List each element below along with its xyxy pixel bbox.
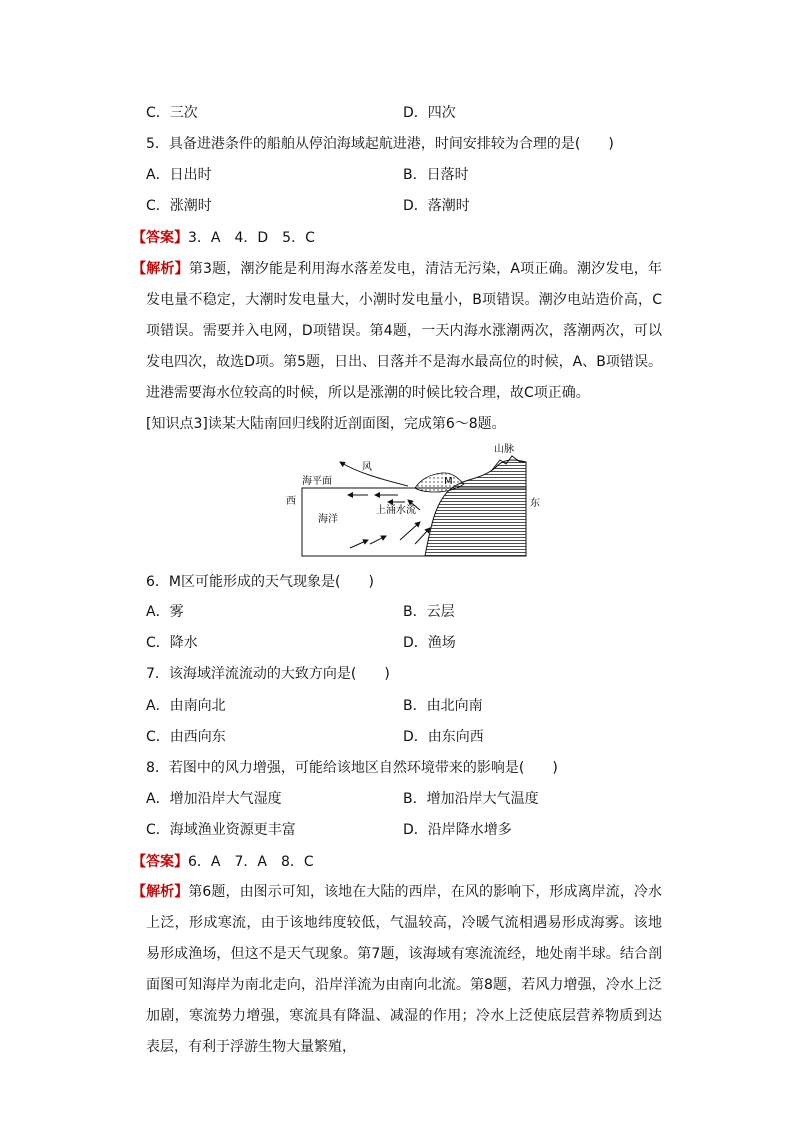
q6-option-d: D．渔场: [403, 635, 456, 651]
q6-stem: 6．M区可能形成的天气现象是( ): [146, 574, 374, 590]
q5-option-b: B．日落时: [403, 167, 469, 183]
answer-1: [132, 228, 315, 248]
knowledge-point: [知识点3]读某大陆南回归线附近剖面图，完成第6～8题。: [146, 416, 506, 432]
answer-text: 6．A 7．A 8．C: [188, 854, 314, 870]
label-ocean: 海洋: [318, 514, 338, 525]
analysis-1: [132, 254, 662, 409]
answer-tag: 【答案】: [132, 230, 188, 246]
analysis-tag: 【解析】: [132, 261, 189, 277]
q6-option-c: C．降水: [146, 635, 198, 651]
label-m: M: [444, 476, 453, 487]
q7-option-c: C．由西向东: [146, 729, 226, 745]
q7-option-a: A．由南向北: [146, 698, 226, 714]
q8-option-a: A．增加沿岸大气湿度: [146, 791, 282, 807]
label-sea-level: 海平面: [302, 476, 332, 487]
q4-option-c: C．三次: [146, 105, 198, 121]
label-mountain: 山脉: [494, 444, 514, 455]
q5-option-c: C．涨潮时: [146, 198, 212, 214]
q8-option-d: D．沿岸降水增多: [403, 822, 512, 838]
q5-option-d: D．落潮时: [403, 198, 470, 214]
q5-stem: 5．具备进港条件的船舶从停泊海域起航进港，时间安排较为合理的是( ): [146, 136, 614, 152]
q5-option-a: A．日出时: [146, 167, 212, 183]
answer-2: [132, 852, 314, 872]
q4-option-d: D．四次: [403, 105, 456, 121]
analysis-text: 第3题，潮汐能是利用海水落差发电，清洁无污染，A项正确。潮汐发电，年发电量不稳定，大潮时发电量大，小潮时发电量小，B项错误。潮汐电站造价高，C项错误。需要并入电网，D项错误。第4题，一天内海水涨潮两次，落潮两次，可以发电四次，故选D项。第5题，日出、日落并不是海水最高位的时候，A、B项错误。进港需要海水位较高的时候，所以是涨潮的时候比较合理，故C项正确。: [146, 261, 662, 401]
wind-arrow: [340, 462, 408, 486]
label-east: 东: [530, 498, 540, 509]
q7-stem: 7．该海域洋流流动的大致方向是( ): [146, 666, 390, 682]
q8-option-b: B．增加沿岸大气温度: [403, 791, 539, 807]
q7-option-d: D．由东向西: [403, 729, 484, 745]
analysis-tag: 【解析】: [132, 884, 189, 900]
label-wind: 风: [362, 462, 372, 473]
cross-section-figure: [280, 440, 550, 560]
label-upwelling: 上涌水流: [376, 505, 416, 516]
q7-option-b: B．由北向南: [403, 698, 483, 714]
q8-option-c: C．海域渔业资源更丰富: [146, 822, 296, 838]
q6-option-a: A．雾: [146, 604, 184, 620]
label-west: 西: [286, 496, 296, 507]
q6-option-b: B．云层: [403, 604, 455, 620]
answer-tag: 【答案】: [132, 854, 188, 870]
analysis-2: [132, 877, 663, 1063]
q8-stem: 8．若图中的风力增强，可能给该地区自然环境带来的影响是( ): [146, 760, 558, 776]
answer-text: 3．A 4．D 5．C: [188, 230, 315, 246]
analysis-text: 第6题，由图示可知，该地在大陆的西岸，在风的影响下，形成离岸流，冷水上泛，形成寒流，由于该地纬度较低，气温较高，冷暖气流相遇易形成海雾。该地易形成渔场，但这不是天气现象。第7题，该海域有寒流流经，地处南半球。结合剖面图可知海岸为南北走向，沿岸洋流为由南向北流。第8题，若风力增强，冷水上泛加剧，寒流势力增强，寒流具有降温、减湿的作用；冷水上泛使底层营养物质到达表层，有利于浮游生物大量繁殖，: [146, 884, 663, 1055]
